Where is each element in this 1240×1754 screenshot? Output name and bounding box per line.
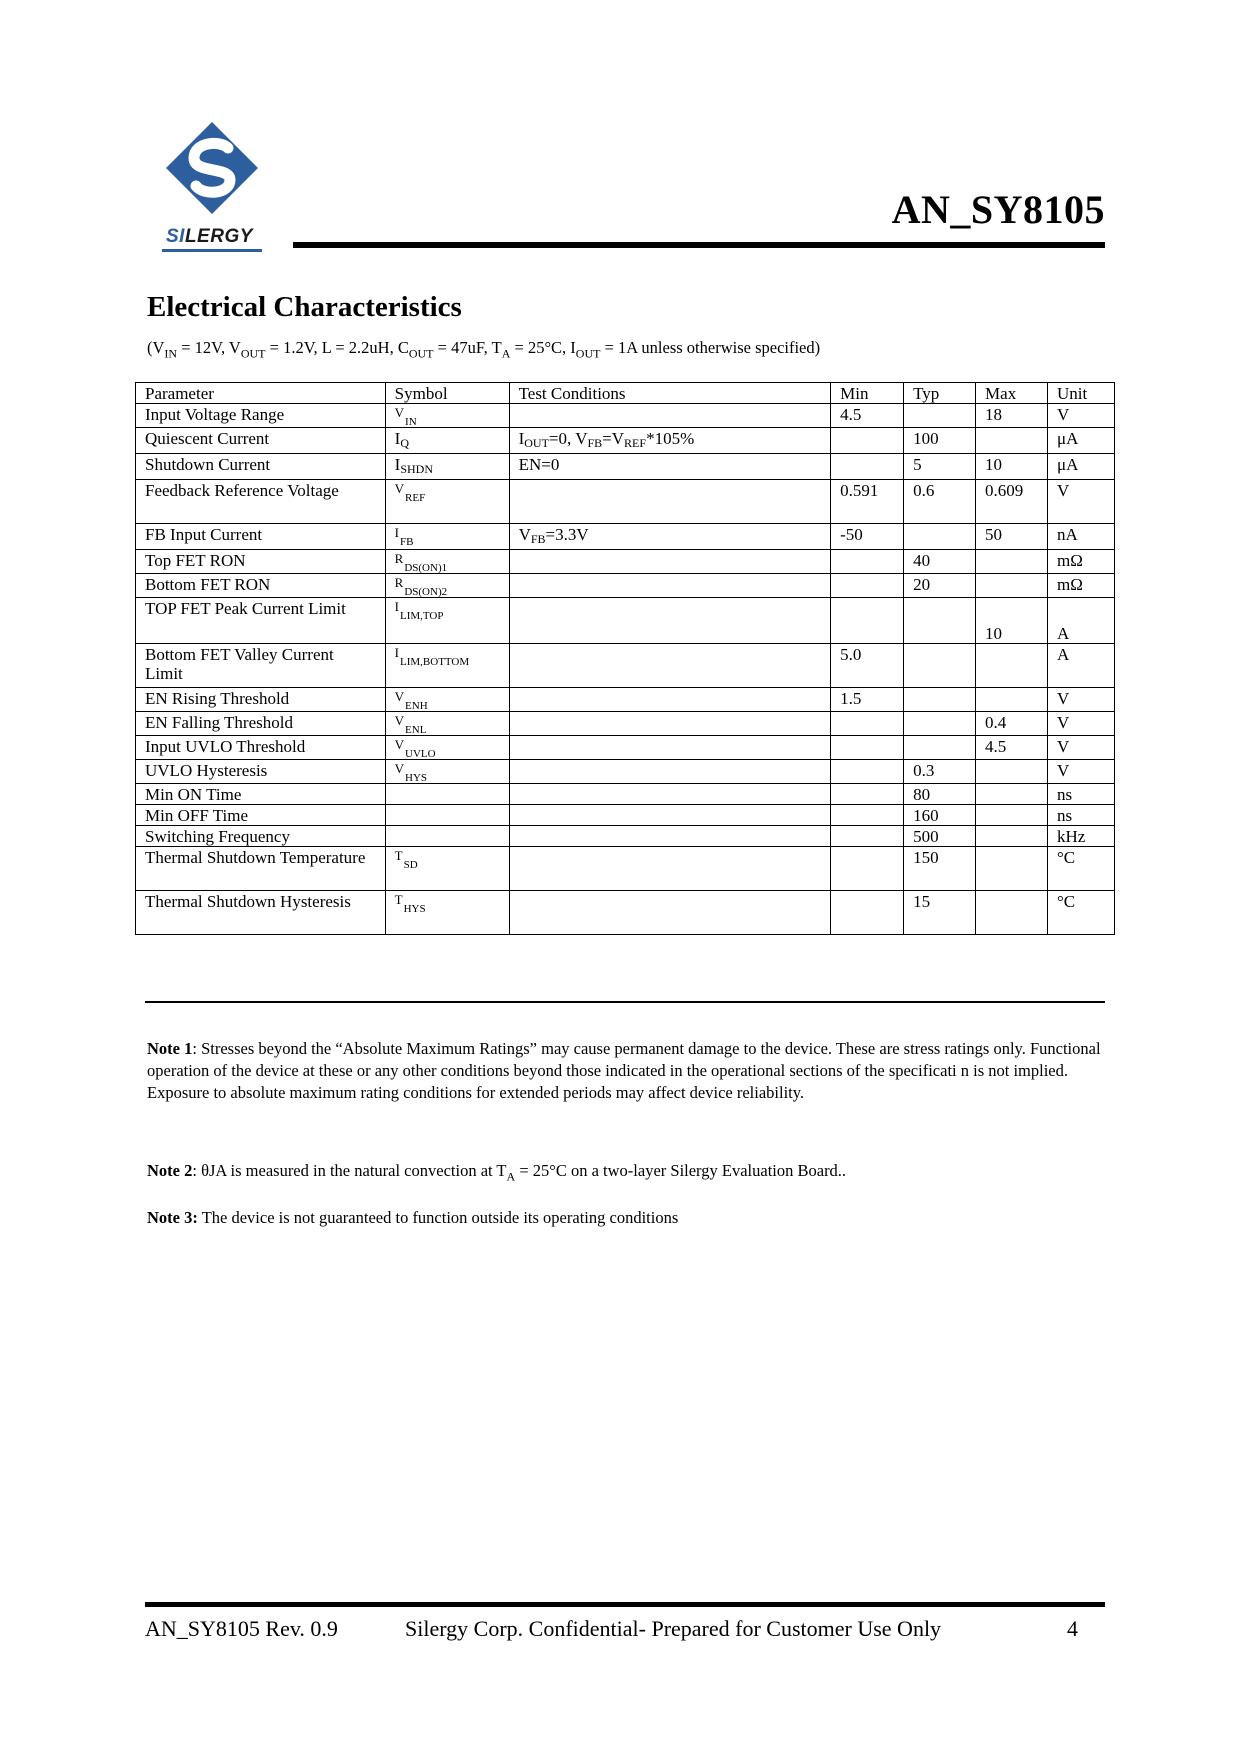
cell-test-conditions bbox=[509, 644, 831, 688]
symbol-text: RDS(ON)2 bbox=[394, 575, 448, 598]
cell-max bbox=[976, 644, 1048, 688]
cell-symbol bbox=[385, 736, 509, 760]
cell-unit: V bbox=[1047, 404, 1114, 428]
cell-typ: 150 bbox=[904, 847, 976, 891]
cell-test-conditions bbox=[509, 760, 831, 784]
footer-page-number: 4 bbox=[1067, 1616, 1078, 1641]
cell-typ: 20 bbox=[904, 574, 976, 598]
cell-typ: 80 bbox=[904, 784, 976, 805]
cell-typ bbox=[904, 688, 976, 712]
cell-symbol bbox=[385, 480, 509, 524]
cell-min: 4.5 bbox=[831, 404, 904, 428]
cell-test-conditions bbox=[509, 736, 831, 760]
cell-test-conditions: $I_{OUT}=0$, $V_{FB}=V_{REF}*105\%$ bbox=[509, 428, 831, 454]
header-test-conditions: Test Conditions bbox=[509, 383, 831, 404]
cell-parameter: Quiescent Current bbox=[136, 428, 386, 454]
cell-symbol bbox=[385, 891, 509, 935]
cell-symbol bbox=[385, 644, 509, 688]
cell-unit: A bbox=[1047, 644, 1114, 688]
cell-test-conditions: EN=0 bbox=[509, 454, 831, 480]
cell-test-conditions bbox=[509, 712, 831, 736]
cell-unit: °C bbox=[1047, 891, 1114, 935]
cell-symbol bbox=[385, 805, 509, 826]
cell-max: 10 bbox=[976, 454, 1048, 480]
silergy-logo bbox=[162, 118, 282, 258]
cell-min bbox=[831, 760, 904, 784]
cell-parameter: Top FET RON bbox=[136, 550, 386, 574]
symbol-text: VREF bbox=[394, 481, 426, 504]
cell-min bbox=[831, 847, 904, 891]
table-row bbox=[136, 847, 1115, 891]
header-symbol: Symbol bbox=[385, 383, 509, 404]
table-row bbox=[136, 891, 1115, 935]
note-2: Note 2: θJA is measured in the natural convection at $T_A = 25^\circ C$ on a two-layer Silergy Evaluation Board.. bbox=[147, 1161, 847, 1184]
header-parameter: Parameter bbox=[136, 383, 386, 404]
section-divider bbox=[145, 1001, 1105, 1003]
cell-unit: mΩ bbox=[1047, 550, 1114, 574]
cell-min: -50 bbox=[831, 524, 904, 550]
cell-min bbox=[831, 454, 904, 480]
cell-test-conditions bbox=[509, 404, 831, 428]
cell-max bbox=[976, 428, 1048, 454]
cell-min: 5.0 bbox=[831, 644, 904, 688]
cell-test-conditions bbox=[509, 826, 831, 847]
cell-max bbox=[976, 574, 1048, 598]
logo-wordmark: SILERGY bbox=[166, 226, 253, 247]
cell-test-conditions bbox=[509, 550, 831, 574]
cell-test-conditions bbox=[509, 805, 831, 826]
cell-unit: μA bbox=[1047, 428, 1114, 454]
cell-max: 50 bbox=[976, 524, 1048, 550]
header-min: Min bbox=[831, 383, 904, 404]
cell-parameter: Thermal Shutdown Hysteresis bbox=[136, 891, 386, 935]
cell-unit: mΩ bbox=[1047, 574, 1114, 598]
cell-min bbox=[831, 826, 904, 847]
cell-test-conditions: $V_{FB}=3.3V$ bbox=[509, 524, 831, 550]
table-row bbox=[136, 760, 1115, 784]
symbol-text: ILIM,BOTTOM bbox=[394, 645, 470, 668]
cell-parameter: Bottom FET RON bbox=[136, 574, 386, 598]
cell-min bbox=[831, 598, 904, 644]
cell-typ bbox=[904, 524, 976, 550]
cell-parameter: EN Rising Threshold bbox=[136, 688, 386, 712]
cell-test-conditions bbox=[509, 847, 831, 891]
symbol-text: TSD bbox=[394, 848, 418, 871]
document-id: AN_SY8105 bbox=[891, 187, 1105, 232]
cell-typ bbox=[904, 598, 976, 644]
cell-test-conditions bbox=[509, 891, 831, 935]
cell-symbol bbox=[385, 712, 509, 736]
table-row bbox=[136, 404, 1115, 428]
cell-typ: 0.6 bbox=[904, 480, 976, 524]
header-max: Max bbox=[976, 383, 1048, 404]
cell-typ: 15 bbox=[904, 891, 976, 935]
cell-unit: V bbox=[1047, 760, 1114, 784]
cell-parameter: UVLO Hysteresis bbox=[136, 760, 386, 784]
cell-parameter: Shutdown Current bbox=[136, 454, 386, 480]
symbol-text: VENL bbox=[394, 713, 427, 736]
cell-parameter: Min ON Time bbox=[136, 784, 386, 805]
table-row bbox=[136, 550, 1115, 574]
cell-typ: 100 bbox=[904, 428, 976, 454]
cell-max bbox=[976, 805, 1048, 826]
note-1: Note 1: Stresses beyond the “Absolute Maximum Ratings” may cause permanent damage to the device. These are stress ratings only. Functional operation of the device at these or any other conditions beyond those indicated in the operational sections of the specificati n is not implied. Exposure to absolute maximum rating conditions for extended periods may affect device reliability. bbox=[147, 1039, 1101, 1102]
table-row bbox=[136, 598, 1115, 644]
cell-typ bbox=[904, 712, 976, 736]
silergy-diamond-icon bbox=[162, 118, 262, 224]
cell-test-conditions bbox=[509, 784, 831, 805]
cell-symbol bbox=[385, 524, 509, 550]
table-row bbox=[136, 644, 1115, 688]
cell-min bbox=[831, 428, 904, 454]
cell-typ bbox=[904, 644, 976, 688]
cell-unit: A bbox=[1047, 598, 1114, 644]
table-row bbox=[136, 784, 1115, 805]
cell-symbol bbox=[385, 428, 509, 454]
symbol-text: $I_{SHDN}$ bbox=[394, 455, 433, 476]
cell-symbol bbox=[385, 574, 509, 598]
cell-parameter: Input Voltage Range bbox=[136, 404, 386, 428]
symbol-text: VUVLO bbox=[394, 737, 436, 760]
header-typ: Typ bbox=[904, 383, 976, 404]
cell-unit: V bbox=[1047, 712, 1114, 736]
cell-min bbox=[831, 574, 904, 598]
table-row bbox=[136, 428, 1115, 454]
cell-min bbox=[831, 805, 904, 826]
cell-typ bbox=[904, 736, 976, 760]
cell-max: 4.5 bbox=[976, 736, 1048, 760]
header-rule bbox=[293, 242, 1105, 248]
symbol-text: RDS(ON)1 bbox=[394, 551, 448, 574]
cell-max bbox=[976, 688, 1048, 712]
cell-unit: V bbox=[1047, 688, 1114, 712]
cell-min bbox=[831, 550, 904, 574]
cell-max: 0.609 bbox=[976, 480, 1048, 524]
cell-test-conditions bbox=[509, 598, 831, 644]
cell-unit: μA bbox=[1047, 454, 1114, 480]
cell-test-conditions bbox=[509, 688, 831, 712]
cell-parameter: Min OFF Time bbox=[136, 805, 386, 826]
symbol-text: VHYS bbox=[394, 761, 428, 784]
cell-unit: kHz bbox=[1047, 826, 1114, 847]
cell-typ: 500 bbox=[904, 826, 976, 847]
footer-rule bbox=[145, 1602, 1105, 1607]
table-row bbox=[136, 736, 1115, 760]
symbol-text: IFB bbox=[394, 525, 414, 548]
cell-symbol bbox=[385, 688, 509, 712]
table-row bbox=[136, 712, 1115, 736]
cell-parameter: Input UVLO Threshold bbox=[136, 736, 386, 760]
cell-max bbox=[976, 847, 1048, 891]
cell-symbol bbox=[385, 598, 509, 644]
symbol-text: VIN bbox=[394, 405, 417, 428]
cell-symbol bbox=[385, 826, 509, 847]
header-unit: Unit bbox=[1047, 383, 1114, 404]
cell-parameter: TOP FET Peak Current Limit bbox=[136, 598, 386, 644]
cell-symbol bbox=[385, 760, 509, 784]
cell-min: 1.5 bbox=[831, 688, 904, 712]
cell-test-conditions bbox=[509, 574, 831, 598]
table-row bbox=[136, 574, 1115, 598]
electrical-characteristics-table bbox=[135, 382, 1115, 935]
cell-typ: 160 bbox=[904, 805, 976, 826]
cell-max bbox=[976, 550, 1048, 574]
cell-typ: 40 bbox=[904, 550, 976, 574]
cell-symbol bbox=[385, 847, 509, 891]
cell-unit: ns bbox=[1047, 805, 1114, 826]
cell-parameter: EN Falling Threshold bbox=[136, 712, 386, 736]
note-3: Note 3: The device is not guaranteed to function outside its operating conditions bbox=[147, 1208, 679, 1227]
cell-unit: °C bbox=[1047, 847, 1114, 891]
cell-min bbox=[831, 784, 904, 805]
cell-unit: nA bbox=[1047, 524, 1114, 550]
table-row bbox=[136, 524, 1115, 550]
cell-symbol bbox=[385, 550, 509, 574]
footer-confidential: Silergy Corp. Confidential- Prepared for Customer Use Only bbox=[405, 1616, 942, 1641]
cell-max bbox=[976, 826, 1048, 847]
cell-symbol bbox=[385, 454, 509, 480]
cell-parameter: Feedback Reference Voltage bbox=[136, 480, 386, 524]
symbol-text: $I_Q$ bbox=[394, 429, 409, 450]
cell-unit: V bbox=[1047, 480, 1114, 524]
cell-max bbox=[976, 760, 1048, 784]
symbol-text: ILIM,TOP bbox=[394, 599, 444, 622]
cell-symbol bbox=[385, 404, 509, 428]
cell-typ bbox=[904, 404, 976, 428]
cell-max: 0.4 bbox=[976, 712, 1048, 736]
cell-typ: 0.3 bbox=[904, 760, 976, 784]
table-row bbox=[136, 826, 1115, 847]
cell-parameter: Thermal Shutdown Temperature bbox=[136, 847, 386, 891]
cell-unit: V bbox=[1047, 736, 1114, 760]
table-row bbox=[136, 480, 1115, 524]
cell-max: 10 bbox=[976, 598, 1048, 644]
logo-underline bbox=[162, 249, 262, 252]
cell-min: 0.591 bbox=[831, 480, 904, 524]
cell-max bbox=[976, 891, 1048, 935]
table-header-row bbox=[136, 383, 1115, 404]
symbol-text: THYS bbox=[394, 892, 426, 915]
section-title: Electrical Characteristics bbox=[147, 291, 462, 323]
cell-min bbox=[831, 891, 904, 935]
cell-min bbox=[831, 712, 904, 736]
table-row bbox=[136, 688, 1115, 712]
symbol-text: VENH bbox=[394, 689, 428, 712]
cell-parameter: Switching Frequency bbox=[136, 826, 386, 847]
cell-unit: ns bbox=[1047, 784, 1114, 805]
cell-max bbox=[976, 784, 1048, 805]
cell-max: 18 bbox=[976, 404, 1048, 428]
cell-parameter: Bottom FET Valley Current Limit bbox=[136, 644, 386, 688]
table-row bbox=[136, 454, 1115, 480]
cell-typ: 5 bbox=[904, 454, 976, 480]
cell-test-conditions bbox=[509, 480, 831, 524]
test-conditions-line: ($V_{IN} = 12V$, $V_{OUT} = 1.2V$, L = 2.2uH, $C_{OUT} = 47uF$, $T_A = 25^\circ C$, $I_{OUT} = 1A$ unless otherwise specified) bbox=[147, 338, 821, 361]
cell-symbol bbox=[385, 784, 509, 805]
footer-revision: AN_SY8105 Rev. 0.9 bbox=[145, 1616, 338, 1641]
cell-min bbox=[831, 736, 904, 760]
cell-parameter: FB Input Current bbox=[136, 524, 386, 550]
table-row bbox=[136, 805, 1115, 826]
